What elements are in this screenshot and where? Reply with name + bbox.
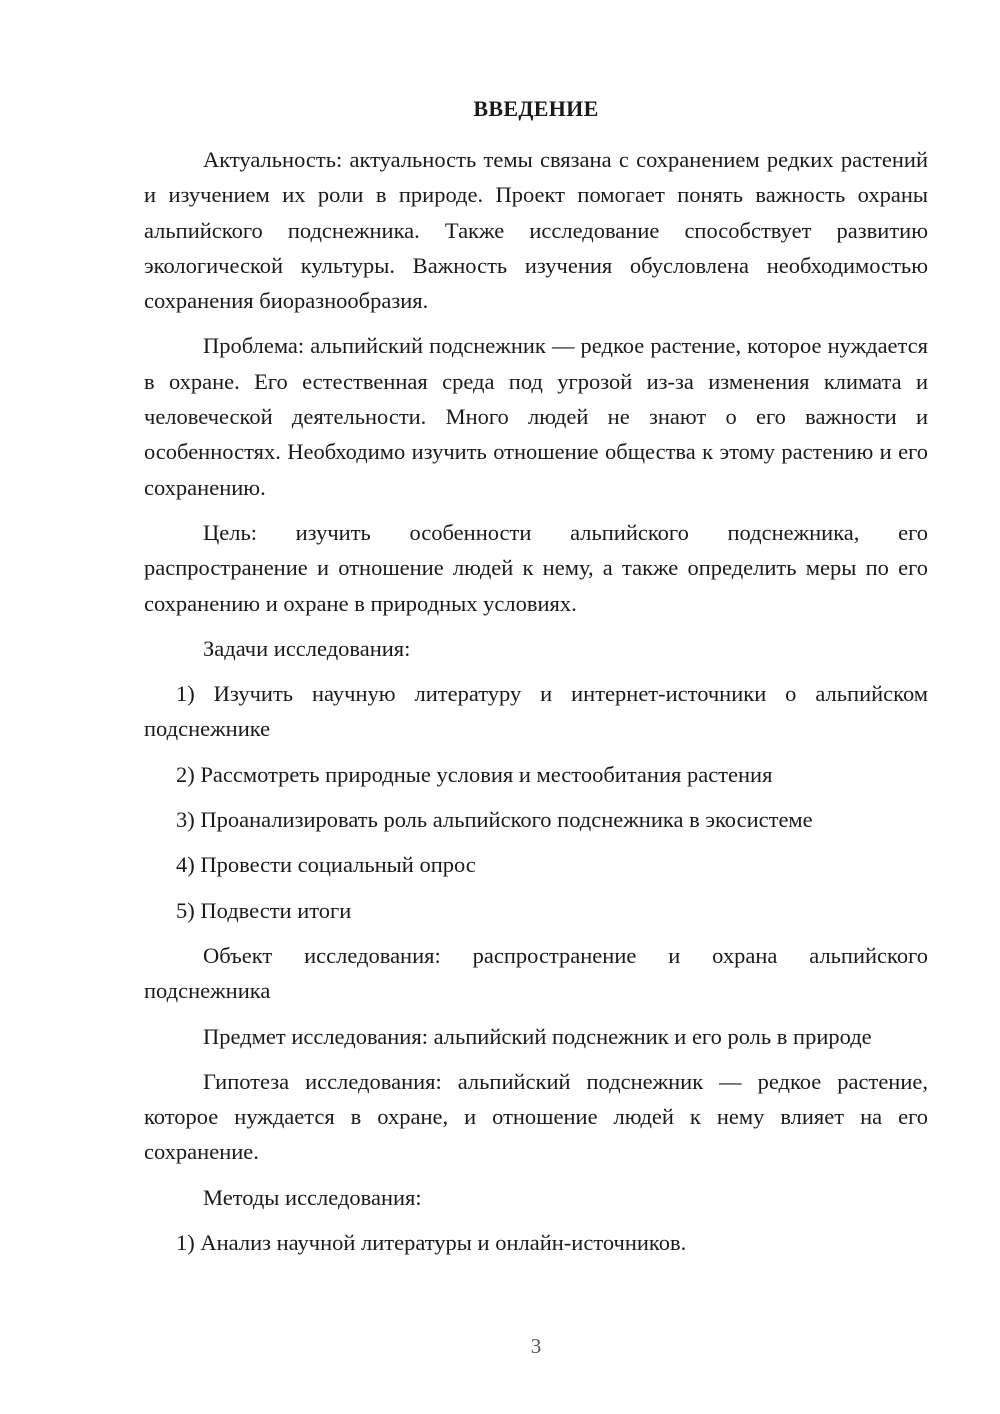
methods-title: Методы исследования: — [203, 1184, 422, 1210]
paragraph-hypothesis: Гипотеза исследования: альпийский подснежник — редкое растение, которое нуждается в охране, и отношение людей к нему влияет на его сохранение. — [144, 1068, 928, 1165]
list-item-task-4: 4) Провести социальный опрос — [176, 852, 476, 878]
paragraph-problem: Проблема: альпийский подснежник — редкое растение, которое нуждается в охране. Его естественная среда под угрозой из-за изменения климата и человеческой деятельности. Много людей не знают о его важности и особенностях. Необходимо изучить отношение общества к этому растению и его сохранению. — [144, 333, 928, 500]
paragraph-subject: Предмет исследования: альпийский подснежник и его роль в природе — [203, 1023, 872, 1049]
paragraph-goal: Цель: изучить особенности альпийского подснежника, его распространение и отношение людей к нему, а также определить меры по его сохранению и охране в природных условиях. — [144, 519, 928, 616]
list-item-task-3: 3) Проанализировать роль альпийского подснежника в экосистеме — [176, 807, 813, 833]
list-item-task-1: 1) Изучить научную литературу и интернет-источники о альпийском подснежнике — [144, 681, 928, 742]
page-title: ВВЕДЕНИЕ — [473, 96, 599, 121]
paragraph-relevance: Актуальность: актуальность темы связана с сохранением редких растений и изучением их роли в природе. Проект помогает понять важность охраны альпийского подснежника. Также исследование способствует развитию экологической культуры. Важность изучения обусловлена необходимостью сохранения биоразнообразия. — [144, 147, 928, 314]
list-item-task-2: 2) Рассмотреть природные условия и местообитания растения — [176, 761, 773, 787]
tasks-title: Задачи исследования: — [203, 635, 411, 661]
list-item-task-5: 5) Подвести итоги — [176, 897, 352, 923]
list-item-method-1: 1) Анализ научной литературы и онлайн-источников. — [176, 1230, 687, 1256]
document-body — [144, 142, 928, 1260]
paragraph-object: Объект исследования: распространение и охрана альпийского подснежника — [144, 942, 928, 1004]
page-number: 3 — [530, 1334, 542, 1358]
